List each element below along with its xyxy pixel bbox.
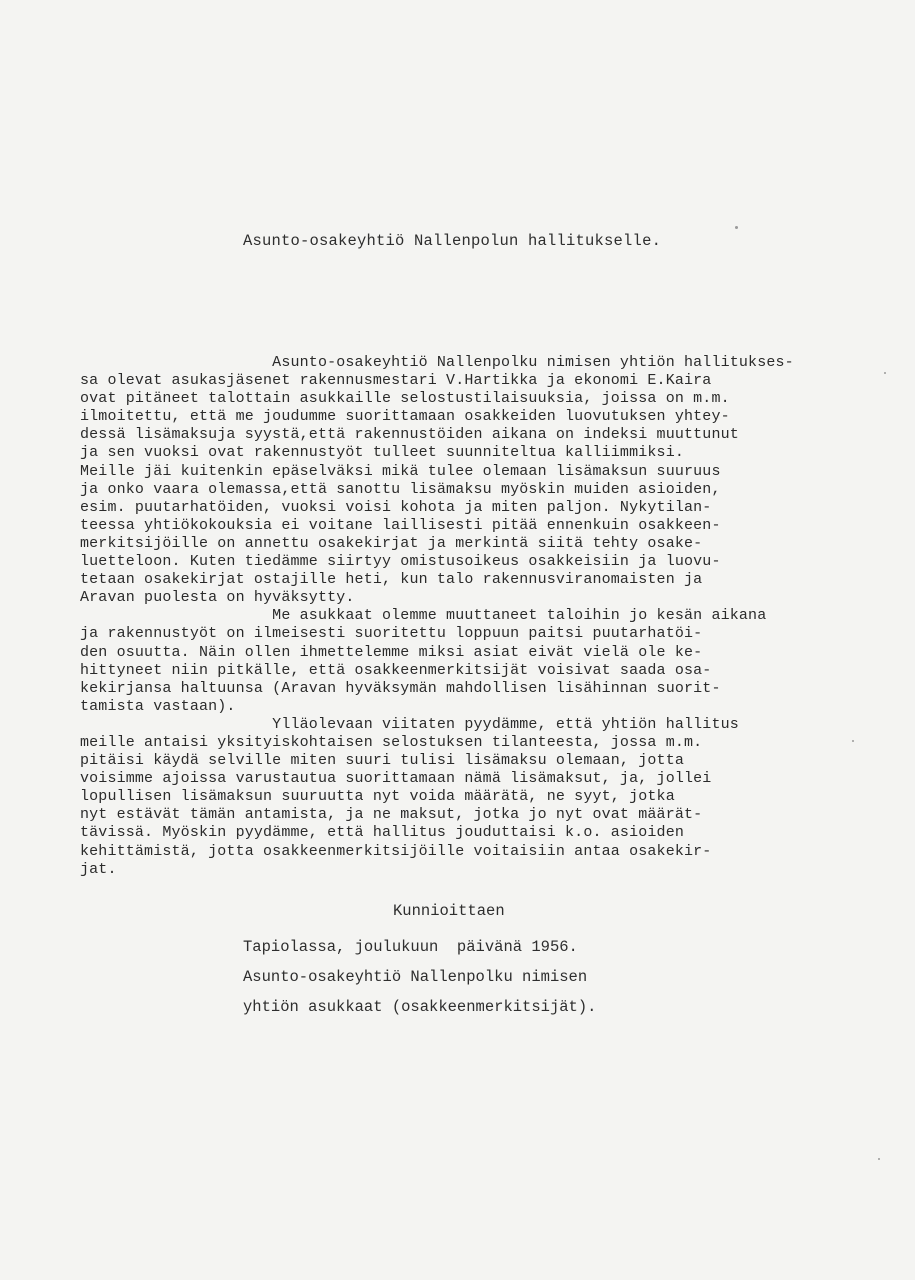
body-line: hittyneet niin pitkälle, että osakkeenmerkitsijät voisivat saada osa- (80, 661, 712, 679)
body-line: meille antaisi yksityiskohtaisen selostuksen tilanteesta, jossa m.m. (80, 733, 703, 751)
scan-speck (878, 1158, 880, 1160)
closing-greeting: Kunnioittaen (393, 902, 505, 920)
body-line: ja rakennustyöt on ilmeisesti suoritettu loppuun paitsi puutarhatöi- (80, 625, 703, 643)
body-line: ovat pitäneet talottain asukkaille selostustilaisuuksia, joissa on m.m. (80, 390, 730, 408)
letter-closing (243, 932, 596, 1022)
body-line: kehittämistä, jotta osakkeenmerkitsijöille voitaisiin antaa osakekir- (80, 842, 712, 860)
body-line: nyt estävät tämän antamista, ja ne maksut, jotka jo nyt ovat määrät- (80, 806, 703, 824)
body-line: den osuutta. Näin ollen ihmettelemme miksi asiat eivät vielä ole ke- (80, 643, 703, 661)
body-line: tamista vastaan). (80, 697, 236, 715)
body-line: dessä lisämaksuja syystä,että rakennustöiden aikana on indeksi muuttunut (80, 426, 739, 444)
body-line: Meille jäi kuitenkin epäselväksi mikä tulee olemaan lisämaksun suuruus (80, 462, 721, 480)
body-line: pitäisi käydä selville miten suuri tulisi lisämaksu olemaan, jotta (80, 752, 684, 770)
body-line: ilmoitettu, että me joudumme suorittamaan osakkeiden luovutuksen yhtey- (80, 408, 730, 426)
body-line: Me asukkaat olemme muuttaneet taloihin jo kesän aikana (80, 607, 767, 625)
body-line: ja sen vuoksi ovat rakennustyöt tulleet suunniteltua kalliimmiksi. (80, 444, 684, 462)
place-date: Tapiolassa, joulukuun päivänä 1956. (243, 938, 578, 956)
body-line: jat. (80, 860, 117, 878)
letter-body (80, 354, 900, 879)
body-line: voisimme ajoissa varustautua suorittamaan nämä lisämaksut, ja, jollei (80, 770, 712, 788)
body-line: tetaan osakekirjat ostajille heti, kun talo rakennusviranomaisten ja (80, 571, 703, 589)
scan-speck (884, 372, 886, 374)
signature-line-2: yhtiön asukkaat (osakkeenmerkitsijät). (243, 998, 597, 1016)
body-line: Aravan puolesta on hyväksytty. (80, 589, 355, 607)
signature-line-1: Asunto-osakeyhtiö Nallenpolku nimisen (243, 968, 588, 986)
body-line: merkitsijöille on annettu osakekirjat ja merkintä siitä tehty osake- (80, 534, 703, 552)
body-line: kekirjansa haltuunsa (Aravan hyväksymän mahdollisen lisähinnan suorit- (80, 679, 721, 697)
body-line: teessa yhtiökokouksia ei voitane laillisesti pitää ennenkuin osakkeen- (80, 516, 721, 534)
body-line: luetteloon. Kuten tiedämme siirtyy omistusoikeus osakkeisiin ja luovu- (80, 553, 721, 571)
body-line: sa olevat asukasjäsenet rakennusmestari V.Hartikka ja ekonomi E.Kaira (80, 372, 712, 390)
body-line: ja onko vaara olemassa,että sanottu lisämaksu myöskin muiden asioiden, (80, 480, 721, 498)
body-line: lopullisen lisämaksun suuruutta nyt voida määrätä, ne syyt, jotka (80, 788, 675, 806)
scan-speck (735, 226, 738, 229)
letter-title: Asunto-osakeyhtiö Nallenpolun hallitukselle. (243, 232, 662, 250)
body-line: Asunto-osakeyhtiö Nallenpolku nimisen yhtiön hallitukses- (80, 354, 794, 371)
body-line: Ylläolevaan viitaten pyydämme, että yhtiön hallitus (80, 715, 739, 733)
body-line: tävissä. Myöskin pyydämme, että hallitus jouduttaisi k.o. asioiden (80, 824, 684, 842)
body-line: esim. puutarhatöiden, vuoksi voisi kohota ja miten paljon. Nykytilan- (80, 498, 712, 516)
scan-speck (852, 740, 854, 742)
